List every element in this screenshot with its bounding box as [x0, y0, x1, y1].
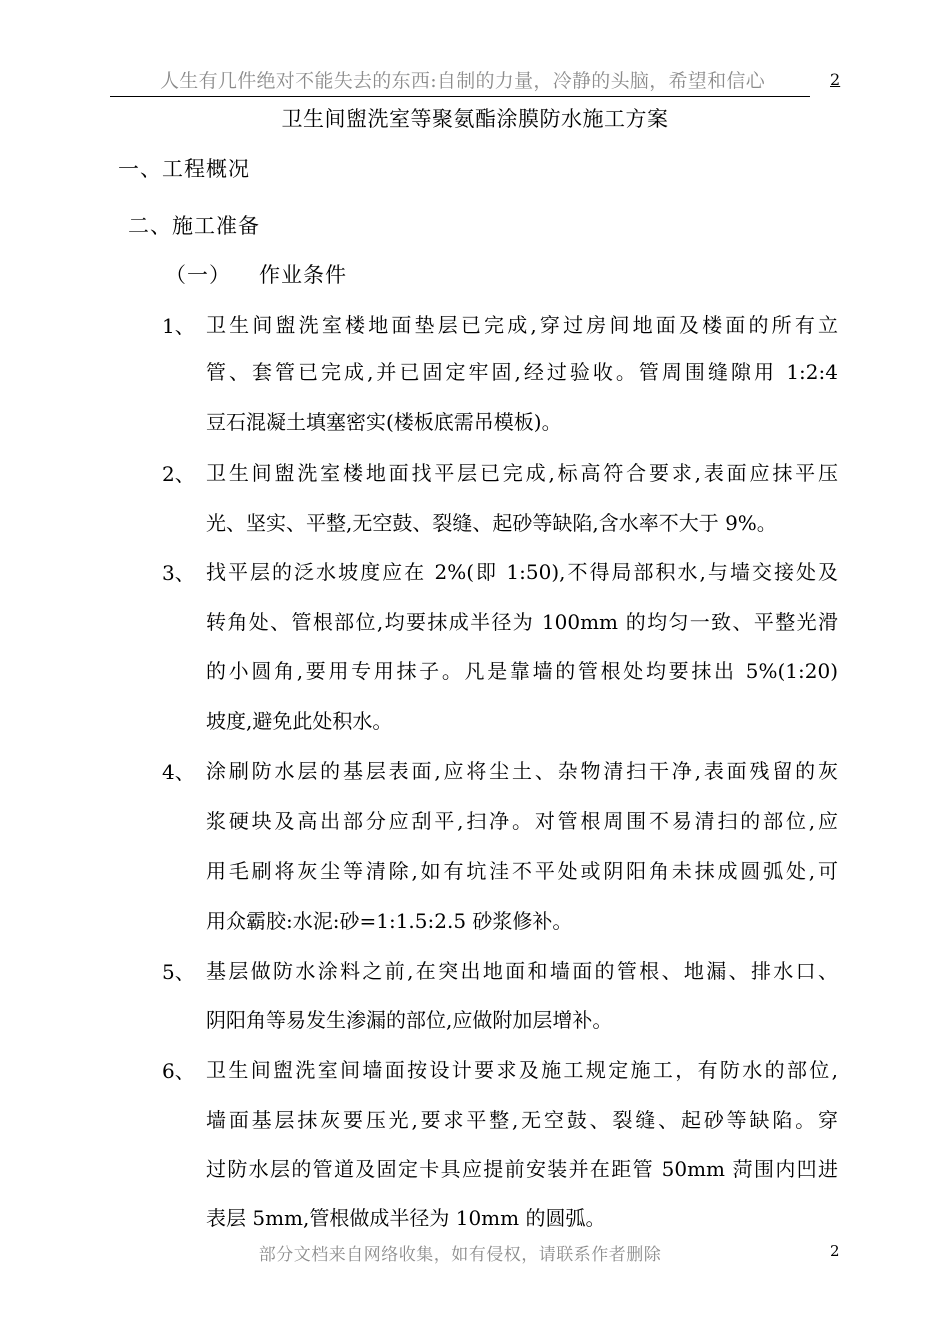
- list-item-line: 涂刷防水层的基层表面,应将尘土、杂物清扫干净,表面残留的灰: [206, 759, 838, 783]
- list-item-line: 墙面基层抹灰要压光,要求平整,无空鼓、裂缝、起砂等缺陷。穿: [206, 1108, 838, 1132]
- list-item-line: 找平层的泛水坡度应在 2%(即 1:50),不得局部积水,与墙交接处及: [206, 560, 838, 584]
- list-item-line: 阴阳角等易发生渗漏的部位,应做附加层增补。: [206, 1008, 613, 1032]
- header-motto: 人生有几件绝对不能失去的东西:自制的力量，冷静的头脑，希望和信心: [160, 70, 766, 92]
- list-item-number: 3、: [162, 561, 195, 585]
- list-item-line: 管、套管已完成,并已固定牢固,经过验收。管周围缝隙用 1:2:4: [206, 360, 838, 384]
- list-item-number: 6、: [162, 1059, 195, 1083]
- footer-page-number: 2: [830, 1242, 840, 1260]
- header-page-number: 2: [830, 70, 841, 89]
- list-item-line: 光、坚实、平整,无空鼓、裂缝、起砂等缺陷,含水率不大于 9%。: [206, 511, 777, 535]
- list-item-number: 2、: [162, 462, 195, 486]
- list-item-line: 的小圆角,要用专用抹子。凡是靠墙的管根处均要抹出 5%(1:20): [206, 659, 838, 683]
- list-item-line: 卫生间盥洗室间墙面按设计要求及施工规定施工，有防水的部位,: [206, 1058, 838, 1082]
- subsection-label: 作业条件: [259, 263, 347, 287]
- list-item-line: 卫生间盥洗室楼地面找平层已完成,标高符合要求,表面应抹平压: [206, 461, 838, 485]
- document-title: 卫生间盥洗室等聚氨酯涂膜防水施工方案: [281, 107, 669, 131]
- list-item-line: 卫生间盥洗室楼地面垫层已完成,穿过房间地面及楼面的所有立: [206, 313, 838, 337]
- footer-disclaimer: 部分文档来自网络收集，如有侵权，请联系作者删除: [258, 1245, 662, 1265]
- list-item-number: 1、: [162, 314, 195, 338]
- page-header: [110, 64, 810, 97]
- list-item-line: 用毛刷将灰尘等清除,如有坑洼不平处或阴阳角未抹成圆弧处,可: [206, 859, 838, 883]
- list-item-line: 用众霸胶:水泥:砂=1:1.5:2.5 砂浆修补。: [206, 909, 573, 933]
- subsection-heading-conditions: [165, 259, 347, 289]
- list-item-line: 过防水层的管道及固定卡具应提前安装并在距管 50mm 菏围内凹进: [206, 1157, 838, 1181]
- list-item-line: 坡度,避免此处积水。: [206, 709, 393, 733]
- list-item-line: 浆硬块及高出部分应刮平,扫净。对管根周围不易清扫的部位,应: [206, 809, 838, 833]
- list-item-line: 豆石混凝土填塞密实(楼板底需吊模板)。: [206, 410, 562, 434]
- list-item-line: 表层 5mm,管根做成半径为 10mm 的圆弧。: [206, 1206, 606, 1230]
- list-item-number: 5、: [162, 960, 195, 984]
- list-item-number: 4、: [162, 760, 195, 784]
- subsection-number: （一）: [165, 263, 231, 287]
- list-item-line: 转角处、管根部位,均要抹成半径为 100mm 的均匀一致、平整光滑: [206, 610, 838, 634]
- section-heading-preparation: 二、施工准备: [128, 214, 260, 238]
- section-heading-overview: 一、工程概况: [118, 157, 250, 181]
- list-item-line: 基层做防水涂料之前,在突出地面和墙面的管根、地漏、排水口、: [206, 959, 838, 983]
